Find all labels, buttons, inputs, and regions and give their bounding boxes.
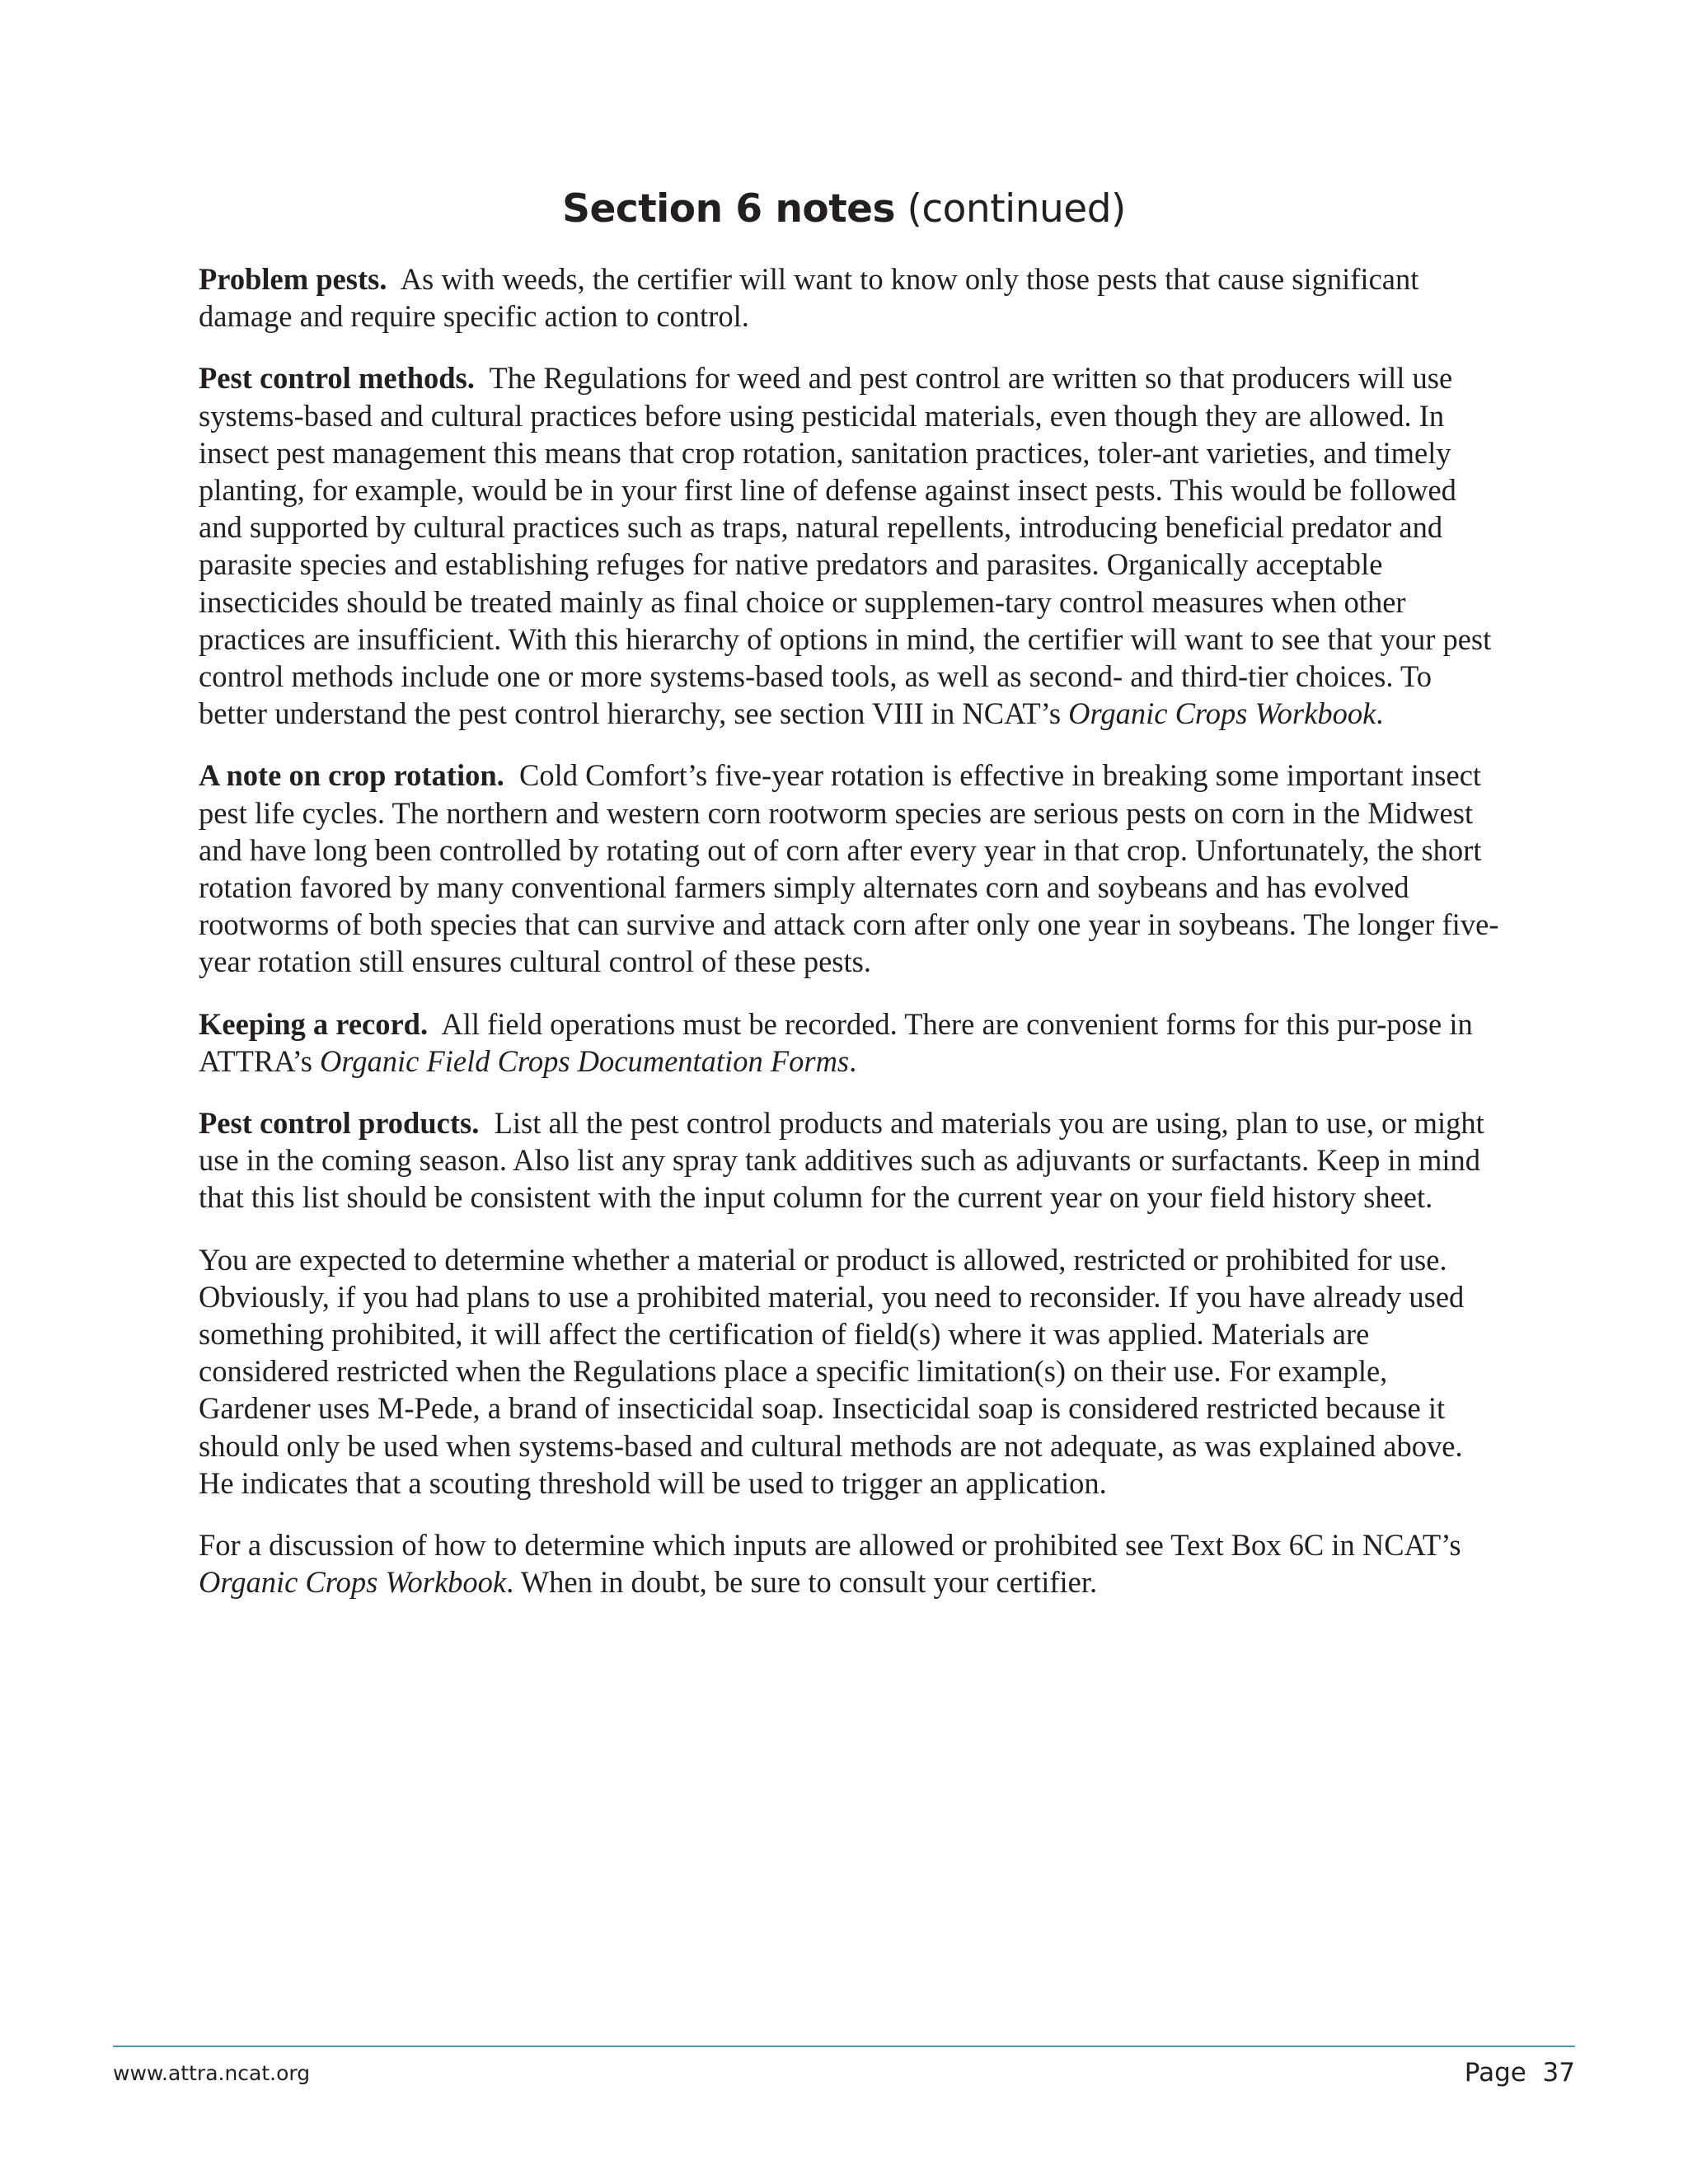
footer-url: www.attra.ncat.org bbox=[113, 2061, 311, 2085]
paragraph-pest-control-products bbox=[199, 1104, 1501, 1216]
paragraph-text: List all the pest control products and materials you are using, plan to use, or might use in the coming season. Also list any spray tank additives such as adjuvants or surfactants. Keep in mind that this list should be consistent with the input column for the current year on your field history sheet. bbox=[199, 1106, 1484, 1215]
title-continued: (continued) bbox=[907, 186, 1126, 232]
paragraph-discussion bbox=[199, 1526, 1501, 1601]
paragraph-problem-pests bbox=[199, 260, 1501, 335]
page-title bbox=[0, 186, 1688, 232]
paragraph-crop-rotation bbox=[199, 757, 1501, 980]
paragraph-tail: . bbox=[849, 1043, 857, 1078]
body-text bbox=[199, 260, 1501, 1626]
book-title: Organic Crops Workbook bbox=[199, 1565, 507, 1600]
paragraph-keeping-record bbox=[199, 1005, 1501, 1080]
paragraph-material-status bbox=[199, 1241, 1501, 1502]
footer-divider bbox=[113, 2046, 1575, 2047]
paragraph-text: For a discussion of how to determine which inputs are allowed or prohibited see Text Box 6C in NCAT’s bbox=[199, 1528, 1461, 1563]
book-title: Organic Crops Workbook bbox=[1068, 696, 1376, 731]
paragraph-text: You are expected to determine whether a material or product is allowed, restricted or prohibited for use. Obviously, if you had plans to use a prohibited material, you need to reconsider. If you have already used something prohibited, it will affect the certification of field(s) where it was applied. Materials are considered restricted when the Regulations place a specific limitation(s) on their use. For example, Gardener uses M-Pede, a brand of insecticidal soap. Insecticidal soap is considered restricted because it should only be used when systems-based and cultural methods are not adequate, as was explained above. He indicates that a scouting threshold will be used to trigger an application. bbox=[199, 1242, 1465, 1500]
paragraph-heading: Keeping a record. bbox=[199, 1006, 429, 1041]
paragraph-heading: Problem pests. bbox=[199, 262, 387, 296]
paragraph-text: Cold Comfort’s five-year rotation is effective in breaking some important insect pest life cycles. The northern and western corn rootworm species are serious pests on corn in the Midwest and have long been controlled by rotating out of corn after every year in that crop. Unfortunately, the short rotation favored by many conventional farmers simply alternates corn and soybeans and has evolved rootworms of both species that can survive and attack corn after only one year in soybeans. The longer five-year rotation still ensures cultural control of these pests. bbox=[199, 758, 1499, 979]
paragraph-tail: . bbox=[1376, 696, 1384, 731]
paragraph-text: As with weeds, the certifier will want to know only those pests that cause significant damage and require specific action to control. bbox=[199, 262, 1419, 334]
paragraph-tail: . When in doubt, be sure to consult your certifier. bbox=[506, 1565, 1098, 1600]
page-number: Page 37 bbox=[1464, 2058, 1575, 2088]
paragraph-pest-control-methods bbox=[199, 359, 1501, 732]
paragraph-heading: Pest control products. bbox=[199, 1106, 480, 1141]
paragraph-text: All field operations must be recorded. There are convenient forms for this pur-pose in ATTRA’s bbox=[199, 1006, 1473, 1078]
document-title: Organic Field Crops Documentation Forms bbox=[320, 1043, 850, 1078]
paragraph-text: The Regulations for weed and pest control are written so that producers will use systems-based and cultural practices before using pesticidal materials, even though they are allowed. In insect pest management this means that crop rotation, sanitation practices, toler-ant varieties, and timely planting, for example, would be in your first line of defense against insect pests. This would be followed and supported by cultural practices such as traps, natural repellents, introducing beneficial predator and parasite species and establishing refuges for native predators and parasites. Organically acceptable insecticides should be treated mainly as final choice or supplemen-tary control measures when other practices are insufficient. With this hierarchy of options in mind, the certifier will want to see that your pest control methods include one or more systems-based tools, as well as second- and third-tier choices. To better understand the pest control hierarchy, see section VIII in NCAT’s bbox=[199, 361, 1492, 731]
paragraph-heading: A note on crop rotation. bbox=[199, 758, 504, 793]
paragraph-heading: Pest control methods. bbox=[199, 361, 475, 396]
title-bold: Section 6 notes bbox=[562, 186, 896, 232]
